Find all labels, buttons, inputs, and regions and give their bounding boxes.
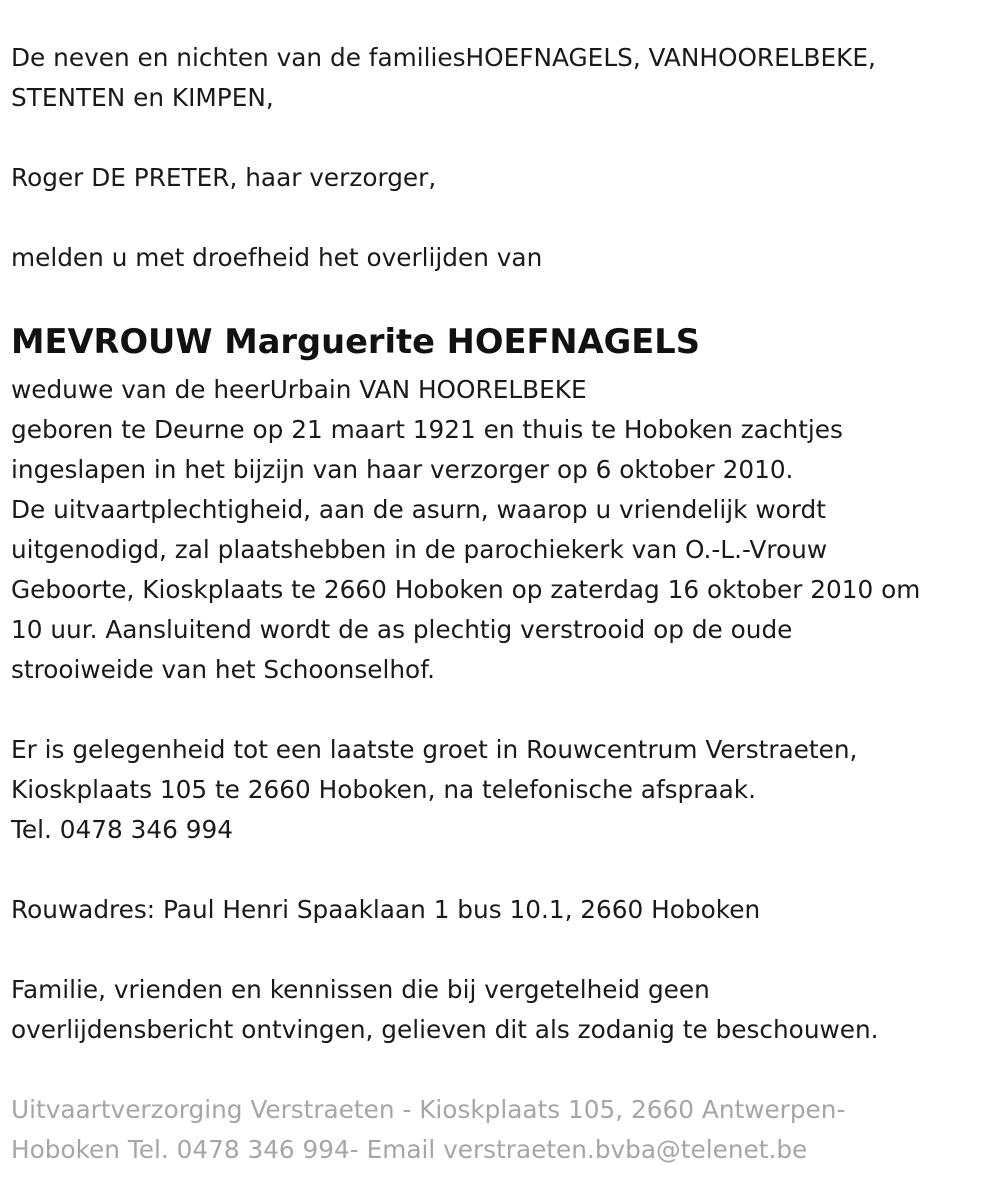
viewing-paragraph bbox=[11, 730, 1000, 850]
details-paragraph bbox=[11, 370, 1000, 690]
footer-line: Hoboken Tel. 0478 346 994- Email verstraeten.bvba@telenet.be bbox=[11, 1135, 808, 1164]
deceased-name-heading: MEVROUW Marguerite HOEFNAGELS bbox=[11, 322, 700, 361]
caregiver-line: Roger DE PRETER, haar verzorger, bbox=[11, 163, 437, 192]
intro-line: STENTEN en KIMPEN, bbox=[11, 83, 274, 112]
details-line: ingeslapen in het bijzijn van haar verzorger op 6 oktober 2010. bbox=[11, 455, 794, 484]
closing-line: Familie, vrienden en kennissen die bij vergetelheid geen bbox=[11, 975, 710, 1004]
details-line: De uitvaartplechtigheid, aan de asurn, waarop u vriendelijk wordt bbox=[11, 495, 826, 524]
announcement-paragraph bbox=[11, 238, 1000, 278]
details-line: geboren te Deurne op 21 maart 1921 en thuis te Hoboken zachtjes bbox=[11, 415, 843, 444]
details-line: weduwe van de heerUrbain VAN HOORELBEKE bbox=[11, 375, 587, 404]
viewing-line: Er is gelegenheid tot een laatste groet in Rouwcentrum Verstraeten, bbox=[11, 735, 858, 764]
intro-line: De neven en nichten van de familiesHOEFNAGELS, VANHOORELBEKE, bbox=[11, 43, 876, 72]
closing-paragraph bbox=[11, 970, 1000, 1050]
viewing-line: Kioskplaats 105 te 2660 Hoboken, na telefonische afspraak. bbox=[11, 775, 756, 804]
funeral-home-footer bbox=[11, 1090, 1000, 1170]
intro-paragraph bbox=[11, 38, 1000, 118]
details-line: 10 uur. Aansluitend wordt de as plechtig verstrooid op de oude bbox=[11, 615, 793, 644]
details-line: strooiweide van het Schoonselhof. bbox=[11, 655, 435, 684]
details-line: uitgenodigd, zal plaatshebben in de parochiekerk van O.-L.-Vrouw bbox=[11, 535, 828, 564]
mourning-address-paragraph bbox=[11, 890, 1000, 930]
closing-line: overlijdensbericht ontvingen, gelieven dit als zodanig te beschouwen. bbox=[11, 1015, 879, 1044]
details-line: Geboorte, Kioskplaats te 2660 Hoboken op zaterdag 16 oktober 2010 om bbox=[11, 575, 921, 604]
caregiver-paragraph bbox=[11, 158, 1000, 198]
mourning-address-line: Rouwadres: Paul Henri Spaaklaan 1 bus 10.1, 2660 Hoboken bbox=[11, 895, 761, 924]
footer-line: Uitvaartverzorging Verstraeten - Kioskplaats 105, 2660 Antwerpen- bbox=[11, 1095, 846, 1124]
announcement-line: melden u met droefheid het overlijden van bbox=[11, 243, 543, 272]
phone-line: Tel. 0478 346 994 bbox=[11, 815, 233, 844]
